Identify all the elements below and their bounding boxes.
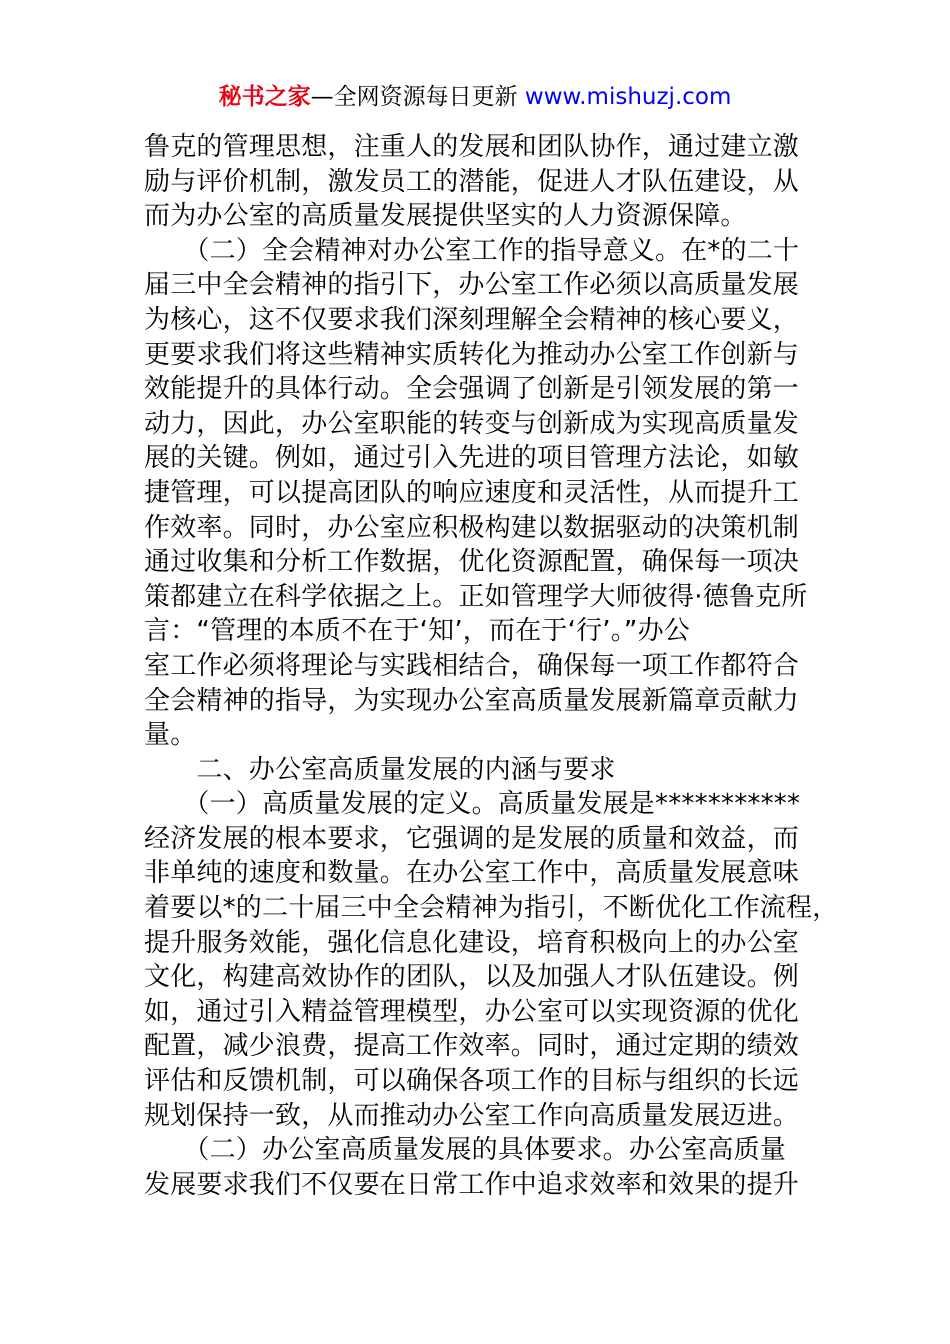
text-line: 评估和反馈机制，可以确保各项工作的目标与组织的长远 xyxy=(144,1066,800,1097)
text-line: 非单纯的速度和数量。在办公室工作中，高质量发展意味 xyxy=(144,858,800,889)
text-line: （二）办公室高质量发展的具体要求。办公室高质量 xyxy=(144,1135,787,1166)
header-url-link[interactable]: www.mishuzj.com xyxy=(524,84,732,110)
text-line: 配置，减少浪费，提高工作效率。同时，通过定期的绩效 xyxy=(144,1031,800,1062)
text-line: 作效率。同时，办公室应积极构建以数据驱动的决策机制 xyxy=(144,512,800,543)
text-line: 展的关键。例如，通过引入先进的项目管理方法论，如敏 xyxy=(144,443,800,474)
text-line: 发展要求我们不仅要在日常工作中追求效率和效果的提升 xyxy=(144,1169,800,1200)
text-line: 励与评价机制，激发员工的潜能，促进人才队伍建设，从 xyxy=(144,166,800,197)
text-line: 言：“管理的本质不在于‘知’，而在于‘行’。”办公 xyxy=(144,616,690,647)
text-line: 通过收集和分析工作数据，优化资源配置，确保每一项决 xyxy=(144,547,800,578)
text-line: 量。 xyxy=(144,720,197,751)
text-line: 鲁克的管理思想，注重人的发展和团队协作，通过建立激 xyxy=(144,132,800,162)
page-header xyxy=(0,80,950,114)
document-body xyxy=(144,130,839,1202)
text-line: 二、办公室高质量发展的内涵与要求 xyxy=(144,754,616,785)
text-line: （一）高质量发展的定义。高质量发展是*********** xyxy=(144,789,801,820)
header-tagline: —全网资源每日更新 xyxy=(310,84,518,110)
text-line: 更要求我们将这些精神实质转化为推动办公室工作创新与 xyxy=(144,339,800,370)
text-line: 全会精神的指导，为实现办公室高质量发展新篇章贡献力 xyxy=(144,685,800,716)
text-line: 文化，构建高效协作的团队，以及加强人才队伍建设。例 xyxy=(144,962,800,993)
text-line: （二）全会精神对办公室工作的指导意义。在*的二十 xyxy=(144,235,800,266)
text-line: 效能提升的具体行动。全会强调了创新是引领发展的第一 xyxy=(144,374,800,405)
text-line: 届三中全会精神的指引下，办公室工作必须以高质量发展 xyxy=(144,270,800,301)
text-line: 室工作必须将理论与实践相结合，确保每一项工作都符合 xyxy=(144,650,800,681)
text-line: 而为办公室的高质量发展提供坚实的人力资源保障。 xyxy=(144,201,747,232)
text-line: 规划保持一致，从而推动办公室工作向高质量发展迈进。 xyxy=(144,1100,800,1131)
text-line: 策都建立在科学依据之上。正如管理学大师彼得·德鲁克所 xyxy=(144,581,808,612)
text-line: 动力，因此，办公室职能的转变与创新成为实现高质量发 xyxy=(144,408,800,439)
text-line: 为核心，这不仅要求我们深刻理解全会精神的核心要义， xyxy=(144,304,800,335)
header-brand: 秘书之家 xyxy=(218,84,311,110)
text-line: 捷管理，可以提高团队的响应速度和灵活性，从而提升工 xyxy=(144,477,800,508)
text-line: 如，通过引入精益管理模型，办公室可以实现资源的优化 xyxy=(144,996,800,1027)
text-line: 着要以*的二十届三中全会精神为指引，不断优化工作流程， xyxy=(144,893,839,924)
text-line: 经济发展的根本要求，它强调的是发展的质量和效益，而 xyxy=(144,823,800,854)
text-line: 提升服务效能，强化信息化建设，培育积极向上的办公室 xyxy=(144,927,800,958)
